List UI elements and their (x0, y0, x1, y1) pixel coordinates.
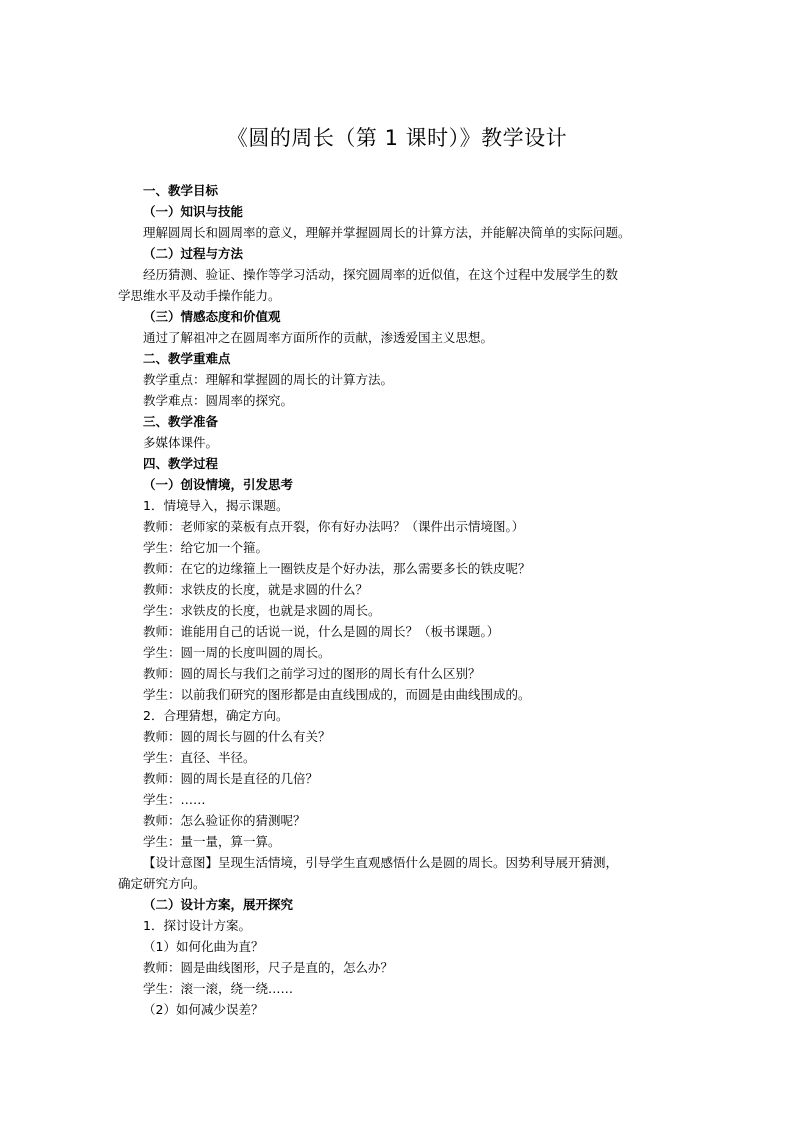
section-heading: （二）设计方案，展开探究 (143, 897, 294, 912)
paragraph-line: 教学难点：圆周率的探究。 (143, 393, 294, 408)
paragraph-line: 1．情境导入，揭示课题。 (143, 498, 289, 513)
paragraph-line: 学生：给它加一个箍。 (143, 540, 269, 555)
paragraph-line: 教师：老师家的菜板有点开裂，你有好办法吗？（课件出示情境图。） (143, 519, 525, 534)
section-heading: 二、教学重难点 (143, 351, 231, 366)
paragraph-line: 教师：怎么验证你的猜测呢？ (143, 813, 306, 828)
paragraph-line: 确定研究方向。 (118, 876, 206, 891)
paragraph-line: 学思维水平及动手操作能力。 (118, 288, 281, 303)
paragraph-line: 教师：求铁皮的长度，就是求圆的什么？ (143, 582, 369, 597)
paragraph-line: 教师：圆的周长是直径的几倍？ (143, 771, 319, 786)
document-title: 《圆的周长（第 1 课时）》教学设计 (226, 126, 568, 150)
paragraph-line: 理解圆周长和圆周率的意义，理解并掌握圆周长的计算方法，并能解决简单的实际问题。 (143, 225, 631, 240)
paragraph-line: 多媒体课件。 (143, 435, 219, 450)
paragraph-line: 学生：…… (143, 792, 206, 807)
paragraph-line: （1）如何化曲为直？ (143, 939, 264, 954)
paragraph-line: 学生：以前我们研究的图形都是由直线围成的，而圆是由曲线围成的。 (143, 687, 531, 702)
paragraph-line: 教师：在它的边缘箍上一圈铁皮是个好办法，那么需要多长的铁皮呢？ (143, 561, 531, 576)
paragraph-line: （2）如何减少误差？ (143, 1002, 264, 1017)
paragraph-line: 学生：量一量，算一算。 (143, 834, 281, 849)
section-heading: （三）情感态度和价值观 (143, 309, 281, 324)
section-heading: （一）知识与技能 (143, 204, 244, 219)
paragraph-line: 教师：圆的周长与我们之前学习过的图形的周长有什么区别？ (143, 666, 481, 681)
paragraph-line: 【设计意图】呈现生活情境，引导学生直观感悟什么是圆的周长。因势利导展开猜测， (143, 855, 619, 870)
paragraph-line: 学生：直径、半径。 (143, 750, 256, 765)
section-heading: 一、教学目标 (143, 183, 219, 198)
paragraph-line: 教师：圆的周长与圆的什么有关？ (143, 729, 331, 744)
paragraph-line: 学生：圆一周的长度叫圆的周长。 (143, 645, 331, 660)
paragraph-line: 2．合理猜想，确定方向。 (143, 708, 289, 723)
paragraph-line: 经历猜测、验证、操作等学习活动，探究圆周率的近似值，在这个过程中发展学生的数 (143, 267, 619, 282)
section-heading: 三、教学准备 (143, 414, 219, 429)
paragraph-line: 学生：滚一滚，绕一绕…… (143, 981, 294, 996)
paragraph-line: 1．探讨设计方案。 (143, 918, 251, 933)
paragraph-line: 教师：谁能用自己的话说一说，什么是圆的周长？（板书课题。） (143, 624, 500, 639)
document-body (118, 180, 684, 1020)
paragraph-line: 教学重点：理解和掌握圆的周长的计算方法。 (143, 372, 394, 387)
section-heading: （二）过程与方法 (143, 246, 244, 261)
paragraph-line: 教师：圆是曲线图形，尺子是直的，怎么办？ (143, 960, 394, 975)
paragraph-line: 通过了解祖冲之在圆周率方面所作的贡献，渗透爱国主义思想。 (143, 330, 494, 345)
section-heading: （一）创设情境，引发思考 (143, 477, 294, 492)
section-heading: 四、教学过程 (143, 456, 219, 471)
paragraph-line: 学生：求铁皮的长度，也就是求圆的周长。 (143, 603, 381, 618)
